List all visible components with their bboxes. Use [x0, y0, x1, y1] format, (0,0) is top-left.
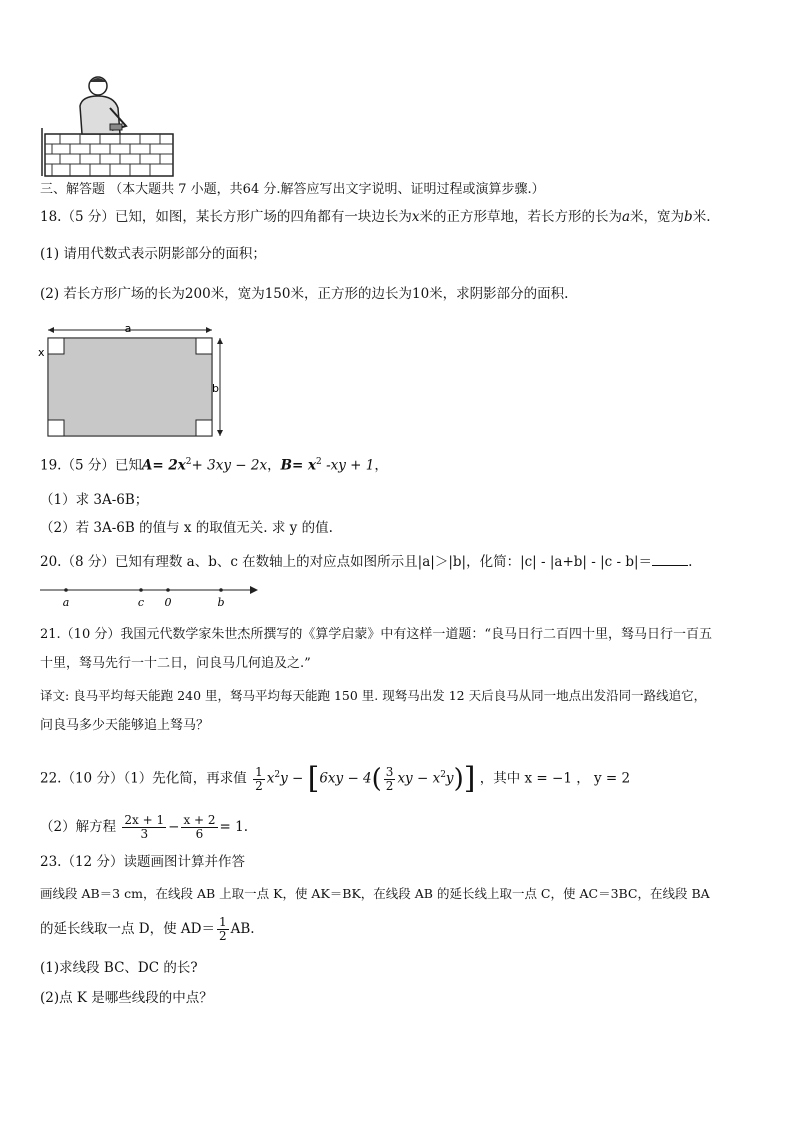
fraction-eq-1: $\frac{2x + 1}{3}$	[124, 813, 165, 841]
q22-part2: （2）解方程 $\frac{2x + 1}{3}$ − $\frac{x + 2}{6}$ = 1.	[40, 813, 249, 841]
q19-part2: （2）若 3A-6B 的值与 x 的取值无关. 求 y 的值.	[40, 520, 333, 536]
q18-rectangle-figure	[36, 322, 236, 442]
section-heading: 三、解答题 （本大题共 7 小题，共64 分.解答应写出文字说明、证明过程或演算步骤.）	[40, 182, 545, 197]
q18-part2: (2) 若长方形广场的长为200米，宽为150米，正方形的边长为10米，求阴影部分的面积.	[40, 286, 569, 302]
fig-label-a: a	[124, 322, 132, 335]
axis-label-0: 0	[164, 596, 172, 609]
q20-stem: 20.（8 分）已知有理数 a、b、c 在数轴上的对应点如图所示且|a|＞|b|，化简：|c| - |a+b| - |c - b|＝ .	[40, 551, 692, 572]
q21-line4: 问良马多少天能够追上驽马？	[40, 718, 210, 733]
q23-line2: 的延长线取一点 D，使 AD＝ $\frac{1}{2}$ AB.	[40, 915, 255, 943]
fig-label-x: x	[38, 346, 45, 359]
fraction-three-halves: $\frac{3}{2}$	[385, 764, 394, 793]
q21-line2: 十里，驽马先行一十二日，问良马几何追及之.”	[40, 656, 311, 671]
q19-part1: （1）求 3A-6B；	[40, 492, 149, 508]
q23-part2: (2)点 K 是哪些线段的中点？	[40, 990, 213, 1006]
q23-stem: 23.（12 分）读题画图计算并作答	[40, 854, 245, 870]
fraction-eq-2: $\frac{x + 2}{6}$	[183, 813, 216, 841]
q21-line3: 译文: 良马平均每天能跑 240 里，驽马平均每天能跑 150 里. 现驽马出发 12 天后良马从同一地点出发沿同一路线追它，	[40, 688, 707, 703]
fraction-half-ab: $\frac{1}{2}$	[218, 915, 227, 943]
q19-stem: 19.（5 分）已知$A= 2x^2+ 3xy - 2x$，$B= x^2$ -xy + 1，	[40, 457, 388, 474]
q23-line1: 画线段 AB＝3 cm，在线段 AB 上取一点 K，使 AK＝BK，在线段 AB 的延长线上取一点 C，使 AC＝3BC，在线段 BA	[40, 886, 710, 901]
q18-stem: 18.（5 分）已知，如图，某长方形广场的四角都有一块边长为x米的正方形草地，若长方形的长为a米，宽为b米.	[40, 209, 711, 225]
axis-label-a: a	[62, 596, 70, 609]
axis-label-c: c	[137, 596, 145, 609]
worker-building-wall-illustration	[40, 72, 180, 182]
q21-line1: 21.（10 分）我国元代数学家朱世杰所撰写的《算学启蒙》中有这样一道题：“良马日行二百四十里，驽马日行一百五	[40, 627, 712, 642]
q23-part1: (1)求线段 BC、DC 的长?	[40, 960, 198, 976]
fraction-half: $\frac{1}{2}$	[255, 764, 263, 793]
fig-label-b: b	[212, 382, 219, 395]
q20-number-line	[38, 580, 260, 610]
q18-part1: (1) 请用代数式表示阴影部分的面积；	[40, 246, 266, 262]
axis-label-b: b	[217, 596, 225, 609]
q22-part1: 22.（10 分）（1）先化简，再求值 $\frac{1}{2}$ $x^2y - [6xy - 4$( $\frac{3}{2}$ xy − $x^2y$)] ，其中 x = −1 ， y = 2	[40, 761, 631, 796]
answer-blank[interactable]	[652, 551, 688, 566]
